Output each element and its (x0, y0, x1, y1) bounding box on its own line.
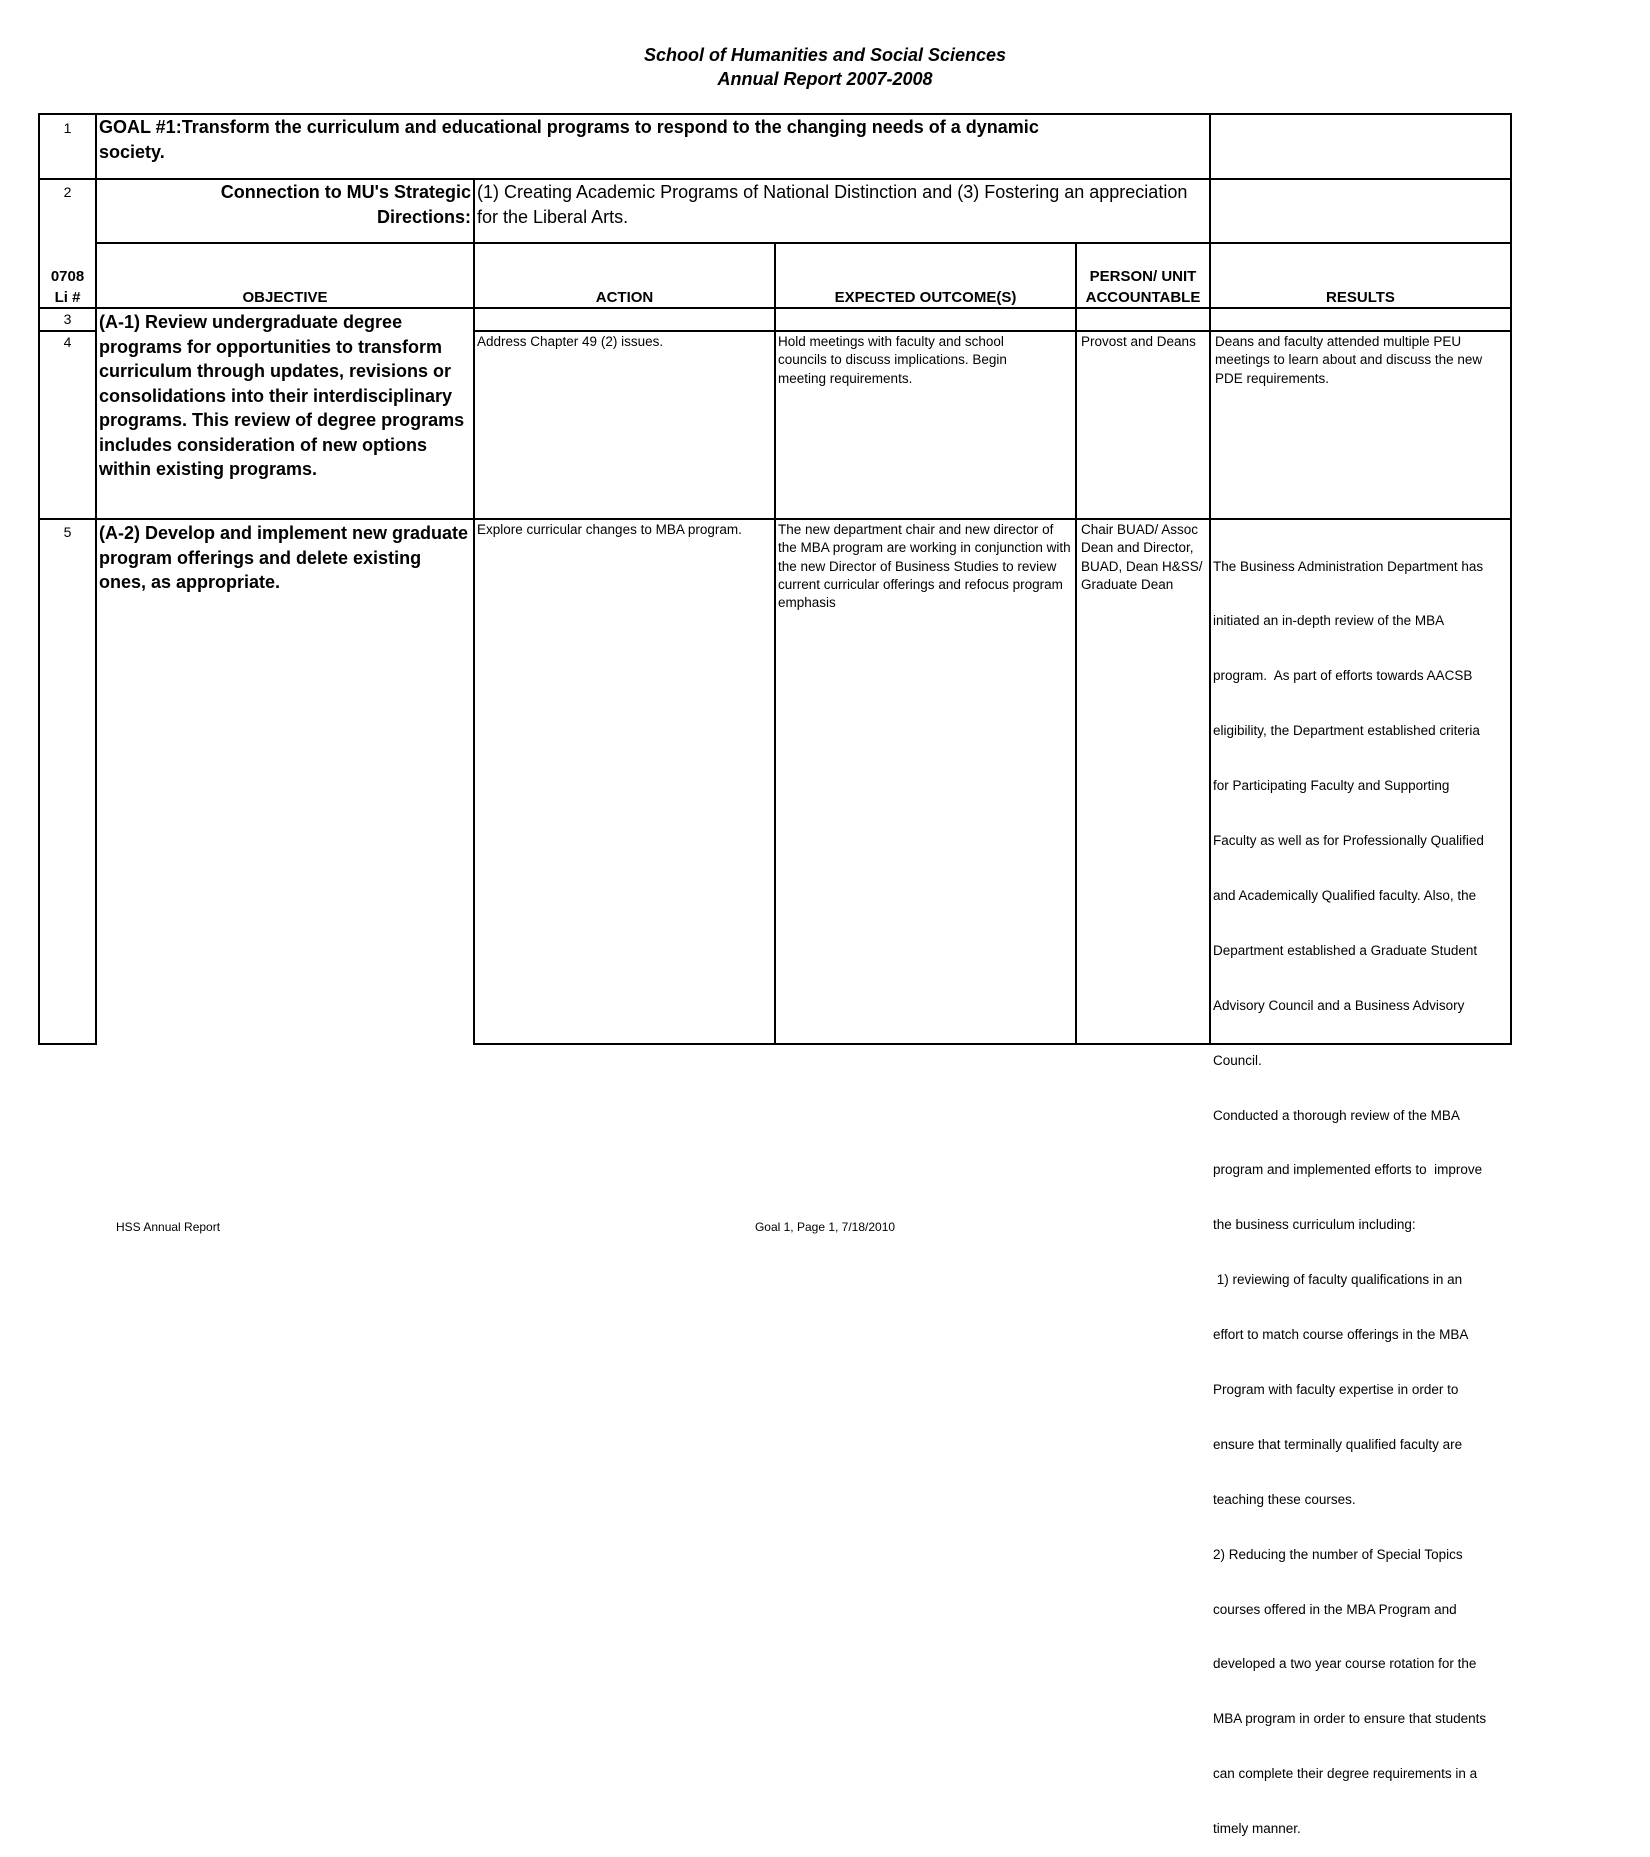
action-text: Explore curricular changes to MBA program. (477, 522, 742, 537)
results-line: 2) Reducing the number of Special Topics (1213, 1546, 1463, 1562)
grid-line (774, 242, 776, 1045)
results-line: courses offered in the MBA Program and (1213, 1601, 1457, 1617)
results-line: program and implemented efforts to improve (1213, 1162, 1483, 1178)
report-subtitle: Annual Report 2007-2008 (717, 69, 933, 89)
column-header-li-line2: Li # (54, 289, 81, 306)
footer-left: HSS Annual Report (116, 1220, 221, 1234)
grid-line (473, 330, 1511, 332)
connection-text: (1) Creating Academic Programs of National Distinction and (3) Fostering an appreciation for the Liberal Arts. (477, 182, 1188, 227)
results-line: Program with faculty expertise in order to (1213, 1381, 1459, 1397)
goal-text: GOAL #1:Transform the curriculum and educational programs to respond to the changing needs of a dynamic society. (99, 117, 1039, 162)
column-header-li-line1: 0708 (50, 268, 85, 285)
footer-center: Goal 1, Page 1, 7/18/2010 (754, 1220, 896, 1234)
results-line: program. As part of efforts towards AACSB (1213, 668, 1473, 684)
results-line: can complete their degree requirements in a (1213, 1766, 1478, 1782)
objective-text: (A-1) Review undergraduate degree programs for opportunities to transform curriculum through updates, revisions or consolidations into their interdisciplinary programs. This review of degree programs includes consideration of new options within existing programs. (99, 312, 465, 479)
column-header-objective: OBJECTIVE (242, 289, 328, 306)
grid-line (38, 330, 95, 332)
results-line: timely manner. (1213, 1821, 1301, 1837)
grid-line (473, 178, 475, 1045)
action-text: Address Chapter 49 (2) issues. (477, 334, 664, 349)
grid-line (1075, 242, 1077, 1045)
results-line: Faculty as well as for Professionally Qualified (1213, 833, 1484, 849)
results-line: eligibility, the Department established criteria (1213, 723, 1480, 739)
outcome-text: Hold meetings with faculty and school councils to discuss implications. Begin meeting requirements. (778, 334, 1007, 386)
results-line: The Business Administration Department has (1213, 558, 1484, 574)
results-line: the business curriculum including: (1213, 1217, 1416, 1233)
column-header-person-line1: PERSON/ UNIT (1089, 268, 1197, 285)
results-line: and Academically Qualified faculty. Also, the (1213, 887, 1477, 903)
row-number: 4 (63, 334, 72, 350)
grid-line (95, 242, 1511, 244)
column-header-person-line2: ACCOUNTABLE (1085, 289, 1201, 306)
results-line: Conducted a thorough review of the MBA (1213, 1107, 1460, 1123)
column-header-outcome: EXPECTED OUTCOME(S) (834, 289, 1017, 306)
row-number: 1 (63, 120, 72, 136)
results-line: 1) reviewing of faculty qualifications in an (1213, 1272, 1463, 1288)
results-line: Council. (1213, 1052, 1262, 1068)
results-text: Deans and faculty attended multiple PEU meetings to learn about and discuss the new PDE requirements. (1215, 334, 1483, 386)
report-title: School of Humanities and Social Sciences (643, 45, 1007, 65)
grid-line (1209, 113, 1211, 1045)
results-line: Advisory Council and a Business Advisory (1213, 997, 1465, 1013)
grid-line (38, 1043, 95, 1045)
results-line: teaching these courses. (1213, 1491, 1356, 1507)
results-line: effort to match course offerings in the MBA (1213, 1327, 1469, 1343)
column-header-action: ACTION (595, 289, 654, 306)
person-text: Provost and Deans (1081, 334, 1196, 349)
results-line: ensure that terminally qualified faculty are (1213, 1436, 1463, 1452)
results-line: initiated an in-depth review of the MBA (1213, 613, 1445, 629)
row-number: 2 (63, 184, 72, 200)
column-header-li (40, 266, 95, 308)
connection-label: Connection to MU's Strategic Directions: (220, 182, 471, 227)
results-line: Department established a Graduate Student (1213, 942, 1478, 958)
results-text (1213, 521, 1513, 1857)
results-line: MBA program in order to ensure that students (1213, 1711, 1487, 1727)
results-line: developed a two year course rotation for the (1213, 1656, 1477, 1672)
grid-line (38, 113, 40, 1045)
column-header-results: RESULTS (1326, 289, 1395, 306)
person-text: Chair BUAD/ Assoc Dean and Director, BUAD, Dean H&SS/ Graduate Dean (1081, 522, 1203, 592)
column-header-person (1077, 266, 1209, 308)
results-line: for Participating Faculty and Supporting (1213, 778, 1450, 794)
row-number: 5 (63, 524, 72, 540)
row-number: 3 (63, 311, 72, 327)
objective-text: (A-2) Develop and implement new graduate program offerings and delete existing ones, as appropriate. (99, 523, 469, 592)
outcome-text: The new department chair and new director of the MBA program are working in conjunction with the new Director of Business Studies to review current curricular offerings and refocus program emphasis (778, 522, 1071, 611)
grid-line (95, 113, 97, 1045)
